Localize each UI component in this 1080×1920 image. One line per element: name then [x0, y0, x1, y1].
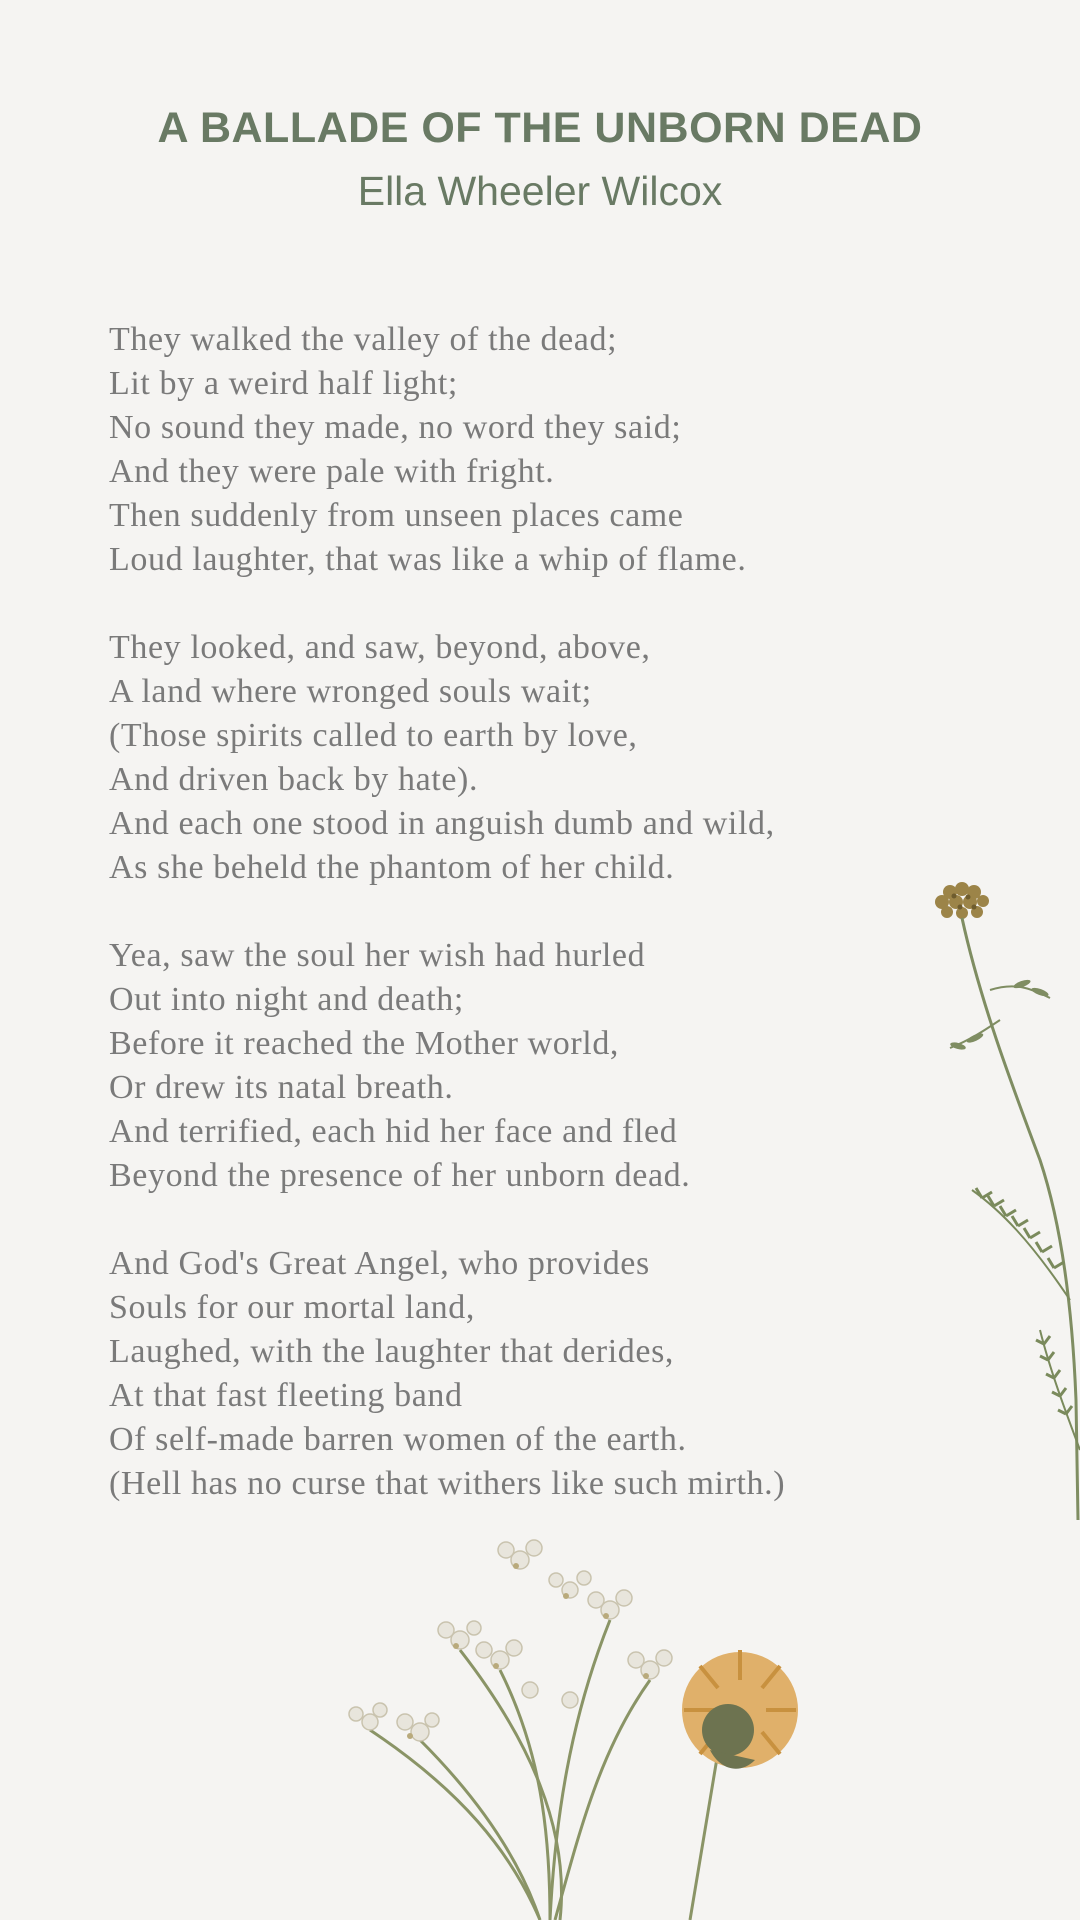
- stanza-2: [109, 626, 1009, 890]
- poem-title: A BALLADE OF THE UNBORN DEAD: [157, 104, 923, 152]
- poem-line: (Those spirits called to earth by love,: [109, 717, 638, 754]
- poem-line: And driven back by hate).: [109, 761, 479, 798]
- poem-author: Ella Wheeler Wilcox: [357, 168, 723, 214]
- poem-line: They looked, and saw, beyond, above,: [109, 629, 651, 666]
- poem-line: And terrified, each hid her face and fled: [109, 1113, 678, 1150]
- poem-line: As she beheld the phantom of her child.: [109, 849, 675, 886]
- poem-line: Of self-made barren women of the earth.: [109, 1421, 687, 1458]
- poem-line: And each one stood in anguish dumb and wild,: [109, 805, 775, 842]
- stanza-3: [109, 934, 1009, 1198]
- poem-line: At that fast fleeting band: [109, 1377, 463, 1414]
- poem-line: Beyond the presence of her unborn dead.: [109, 1157, 691, 1194]
- poem-line: Laughed, with the laughter that derides,: [109, 1333, 674, 1370]
- poem-line: Lit by a weird half light;: [109, 365, 458, 402]
- poem-line: Loud laughter, that was like a whip of flame.: [109, 541, 747, 578]
- poem-line: Then suddenly from unseen places came: [109, 497, 684, 534]
- stanza-4: [109, 1242, 1009, 1506]
- poem-line: Souls for our mortal land,: [109, 1289, 475, 1326]
- stanza-1: [109, 318, 1009, 582]
- poem-line: And God's Great Angel, who provides: [109, 1245, 650, 1282]
- poem-line: (Hell has no curse that withers like such mirth.): [109, 1465, 786, 1502]
- poem-line: A land where wronged souls wait;: [109, 673, 592, 710]
- poem-body: [109, 318, 1009, 1550]
- poem-line: They walked the valley of the dead;: [109, 321, 618, 358]
- poem-line: Or drew its natal breath.: [109, 1069, 454, 1106]
- poem-line: Before it reached the Mother world,: [109, 1025, 620, 1062]
- poem-line: Yea, saw the soul her wish had hurled: [109, 937, 646, 974]
- dried-flowers-icon: [270, 1500, 870, 1920]
- yarrow-fern-icon: [890, 880, 1080, 1520]
- poem-line: No sound they made, no word they said;: [109, 409, 682, 446]
- poem-line: Out into night and death;: [109, 981, 464, 1018]
- poem-line: And they were pale with fright.: [109, 453, 555, 490]
